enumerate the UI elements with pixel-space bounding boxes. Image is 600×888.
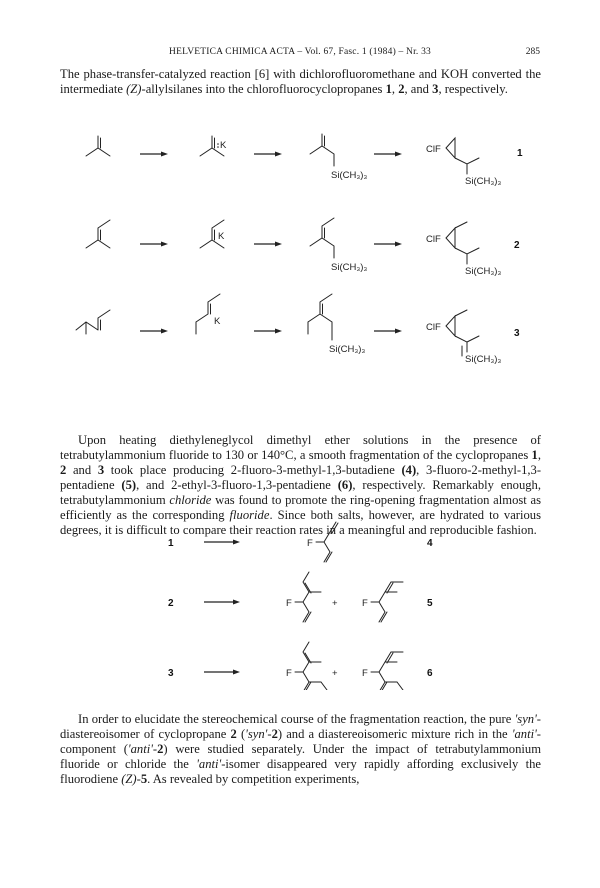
bold-run: 2 — [398, 82, 405, 96]
arrow — [140, 242, 168, 247]
text-run: , 3-fluoro-2-methyl-1,3-pentadiene — [60, 463, 542, 492]
page-number: 285 — [525, 47, 540, 57]
italic-run: 'syn' — [514, 712, 537, 726]
text-run: - — [267, 727, 272, 741]
methylpentene-structure — [76, 310, 110, 334]
fluorine-label: F — [286, 598, 292, 609]
fragmentation-row-1 — [168, 522, 433, 562]
text-run: Upon heating diethyleneglycol dimethyl ether solutions in the presence of tetrabutylammonium fluoride to 130 or 140°C, a smooth fragmentation of the cyclopropanes — [60, 433, 541, 462]
reactant-number: 3 — [168, 668, 174, 679]
text-run: ( — [236, 727, 246, 741]
arrow — [254, 329, 282, 334]
reactant-number: 1 — [168, 538, 174, 549]
text-run: , — [537, 448, 541, 462]
text-run: - — [136, 772, 141, 786]
text-run: -component ( — [60, 727, 541, 756]
trimethylsilyl-label: Si(CH₃)₃ — [465, 176, 502, 187]
row-2 — [86, 218, 520, 277]
allylsilane-structure — [310, 134, 367, 181]
italic-run: (Z) — [126, 82, 142, 96]
trimethylsilyl-label: Si(CH₃)₃ — [331, 262, 368, 273]
text-run: ) were studied separately. Under the impact of tetrabutylammonium fluoride or chloride the — [60, 742, 541, 771]
product-5-e-structure — [362, 582, 403, 622]
compound-number: 3 — [514, 328, 520, 339]
bold-run: 2 — [157, 742, 164, 756]
text-run: , and — [404, 82, 433, 96]
italic-run: fluoride — [229, 508, 270, 522]
bold-run: (5) — [121, 478, 137, 492]
trimethylsilyl-label: Si(CH₃)₃ — [465, 266, 502, 277]
product-6-z-structure — [286, 642, 327, 690]
running-header — [60, 47, 540, 61]
text-run: . Since both salts, however, are hydrated to various degrees, it is difficult to compare their reaction rates in a meaningful and reproducible fashion. — [60, 508, 541, 537]
text-run: , — [391, 82, 399, 96]
row-3 — [76, 294, 520, 365]
text-run: In order to elucidate the stereochemical course of the fragmentation reaction, the pure — [78, 712, 515, 726]
arrow — [254, 152, 282, 157]
bold-run: 5 — [140, 772, 148, 786]
bold-run: 2 — [230, 727, 237, 741]
italic-run: 'anti' — [511, 727, 537, 741]
trimethylsilyl-label: Si(CH₃)₃ — [329, 344, 366, 355]
product-number: 5 — [427, 598, 433, 609]
arrow — [374, 152, 402, 157]
text-run: -isomer disappeared very rapidly affording exclusively the fluorodiene — [60, 757, 541, 786]
paragraph-intro — [60, 67, 541, 97]
arrow — [204, 670, 240, 675]
potassium-label: K — [220, 140, 227, 151]
arrow — [140, 152, 168, 157]
plus-sign: + — [332, 598, 338, 609]
product-4-structure — [307, 522, 338, 562]
bold-run: 2 — [60, 463, 67, 477]
paragraph-stereochemistry — [60, 712, 541, 787]
plus-sign: + — [332, 668, 338, 679]
allylpotassium-structure — [200, 136, 227, 156]
chlorofluoro-label: ClF — [426, 144, 441, 155]
scheme-allylsilane-cyclopropanation — [0, 130, 600, 368]
arrow — [204, 600, 240, 605]
text-run: was found to promote the ring-opening fragmentation almost as efficiently as the corresponding — [60, 493, 542, 522]
text-run: - — [152, 742, 158, 756]
chlorofluoro-label: ClF — [426, 322, 441, 333]
cyclopropane-3-structure — [426, 310, 501, 365]
arrow — [374, 242, 402, 247]
compound-number: 2 — [514, 240, 520, 251]
allylsilane-3-structure — [308, 294, 365, 355]
fragmentation-row-3 — [168, 642, 433, 690]
product-number: 4 — [427, 538, 433, 549]
journal-title: HELVETICA CHIMICA ACTA – Vol. 67, Fasc. 1 (1984) – Nr. 33 — [169, 47, 431, 57]
product-6-e-structure — [362, 652, 403, 690]
reactant-number: 2 — [168, 598, 174, 609]
text-run: -diastereoisomer of cyclopropane — [60, 712, 541, 741]
arrow — [140, 329, 168, 334]
text-run: , respectively. — [438, 82, 508, 96]
potassium-label: K — [218, 231, 225, 242]
text-run: and — [66, 463, 98, 477]
arrow — [374, 329, 402, 334]
fluorine-label: F — [286, 668, 292, 679]
cyclopropane-2-structure — [426, 222, 501, 277]
bold-run: (6) — [337, 478, 353, 492]
bold-run: 3 — [97, 463, 105, 477]
text-run: took place producing 2-fluoro-3-methyl-1,3-butadiene — [104, 463, 402, 477]
text-run: The phase-transfer-catalyzed reaction [6] with dichlorofluoromethane and KOH converted the intermediate — [60, 67, 541, 96]
fluorine-label: F — [362, 668, 368, 679]
bold-run: 2 — [271, 727, 278, 741]
product-5-z-structure — [286, 572, 321, 622]
bold-run: 1 — [531, 448, 538, 462]
row-1 — [86, 134, 523, 187]
allylsilane-2-structure — [310, 218, 367, 273]
potassium-label: K — [214, 316, 221, 327]
trimethylsilyl-label: Si(CH₃)₃ — [465, 354, 502, 365]
italic-run: 'syn' — [245, 727, 268, 741]
methylbutene-structure — [86, 220, 110, 248]
chlorofluoro-label: ClF — [426, 234, 441, 245]
fragmentation-row-2 — [168, 572, 433, 622]
fluorine-label: F — [307, 538, 313, 549]
italic-run: 'anti' — [196, 757, 222, 771]
italic-run: 'anti' — [127, 742, 153, 756]
italic-run: (Z) — [121, 772, 137, 786]
text-run: . As revealed by competition experiments, — [147, 772, 360, 786]
cyclopropane-1-structure — [426, 138, 501, 187]
arrow — [254, 242, 282, 247]
scheme-fragmentation-products — [0, 518, 600, 690]
text-run: , and 2-ethyl-3-fluoro-1,3-pentadiene — [136, 478, 338, 492]
product-number: 6 — [427, 668, 433, 679]
arrow — [204, 540, 240, 545]
text-run: -allylsilanes into the chlorofluorocyclopropanes — [141, 82, 386, 96]
text-run: ) and a diastereoisomeric mixture rich in the — [277, 727, 512, 741]
isobutene-structure — [86, 136, 110, 156]
bold-run: (4) — [401, 463, 417, 477]
italic-run: chloride — [169, 493, 212, 507]
allylpotassium-3-structure — [196, 294, 221, 334]
allylpotassium-2-structure — [200, 220, 225, 248]
fluorine-label: F — [362, 598, 368, 609]
bold-run: 3 — [432, 82, 439, 96]
compound-number: 1 — [517, 148, 523, 159]
text-run: , respectively. Remarkably enough, tetrabutylammonium — [60, 478, 541, 507]
trimethylsilyl-label: Si(CH₃)₃ — [331, 170, 368, 181]
bold-run: 1 — [385, 82, 392, 96]
